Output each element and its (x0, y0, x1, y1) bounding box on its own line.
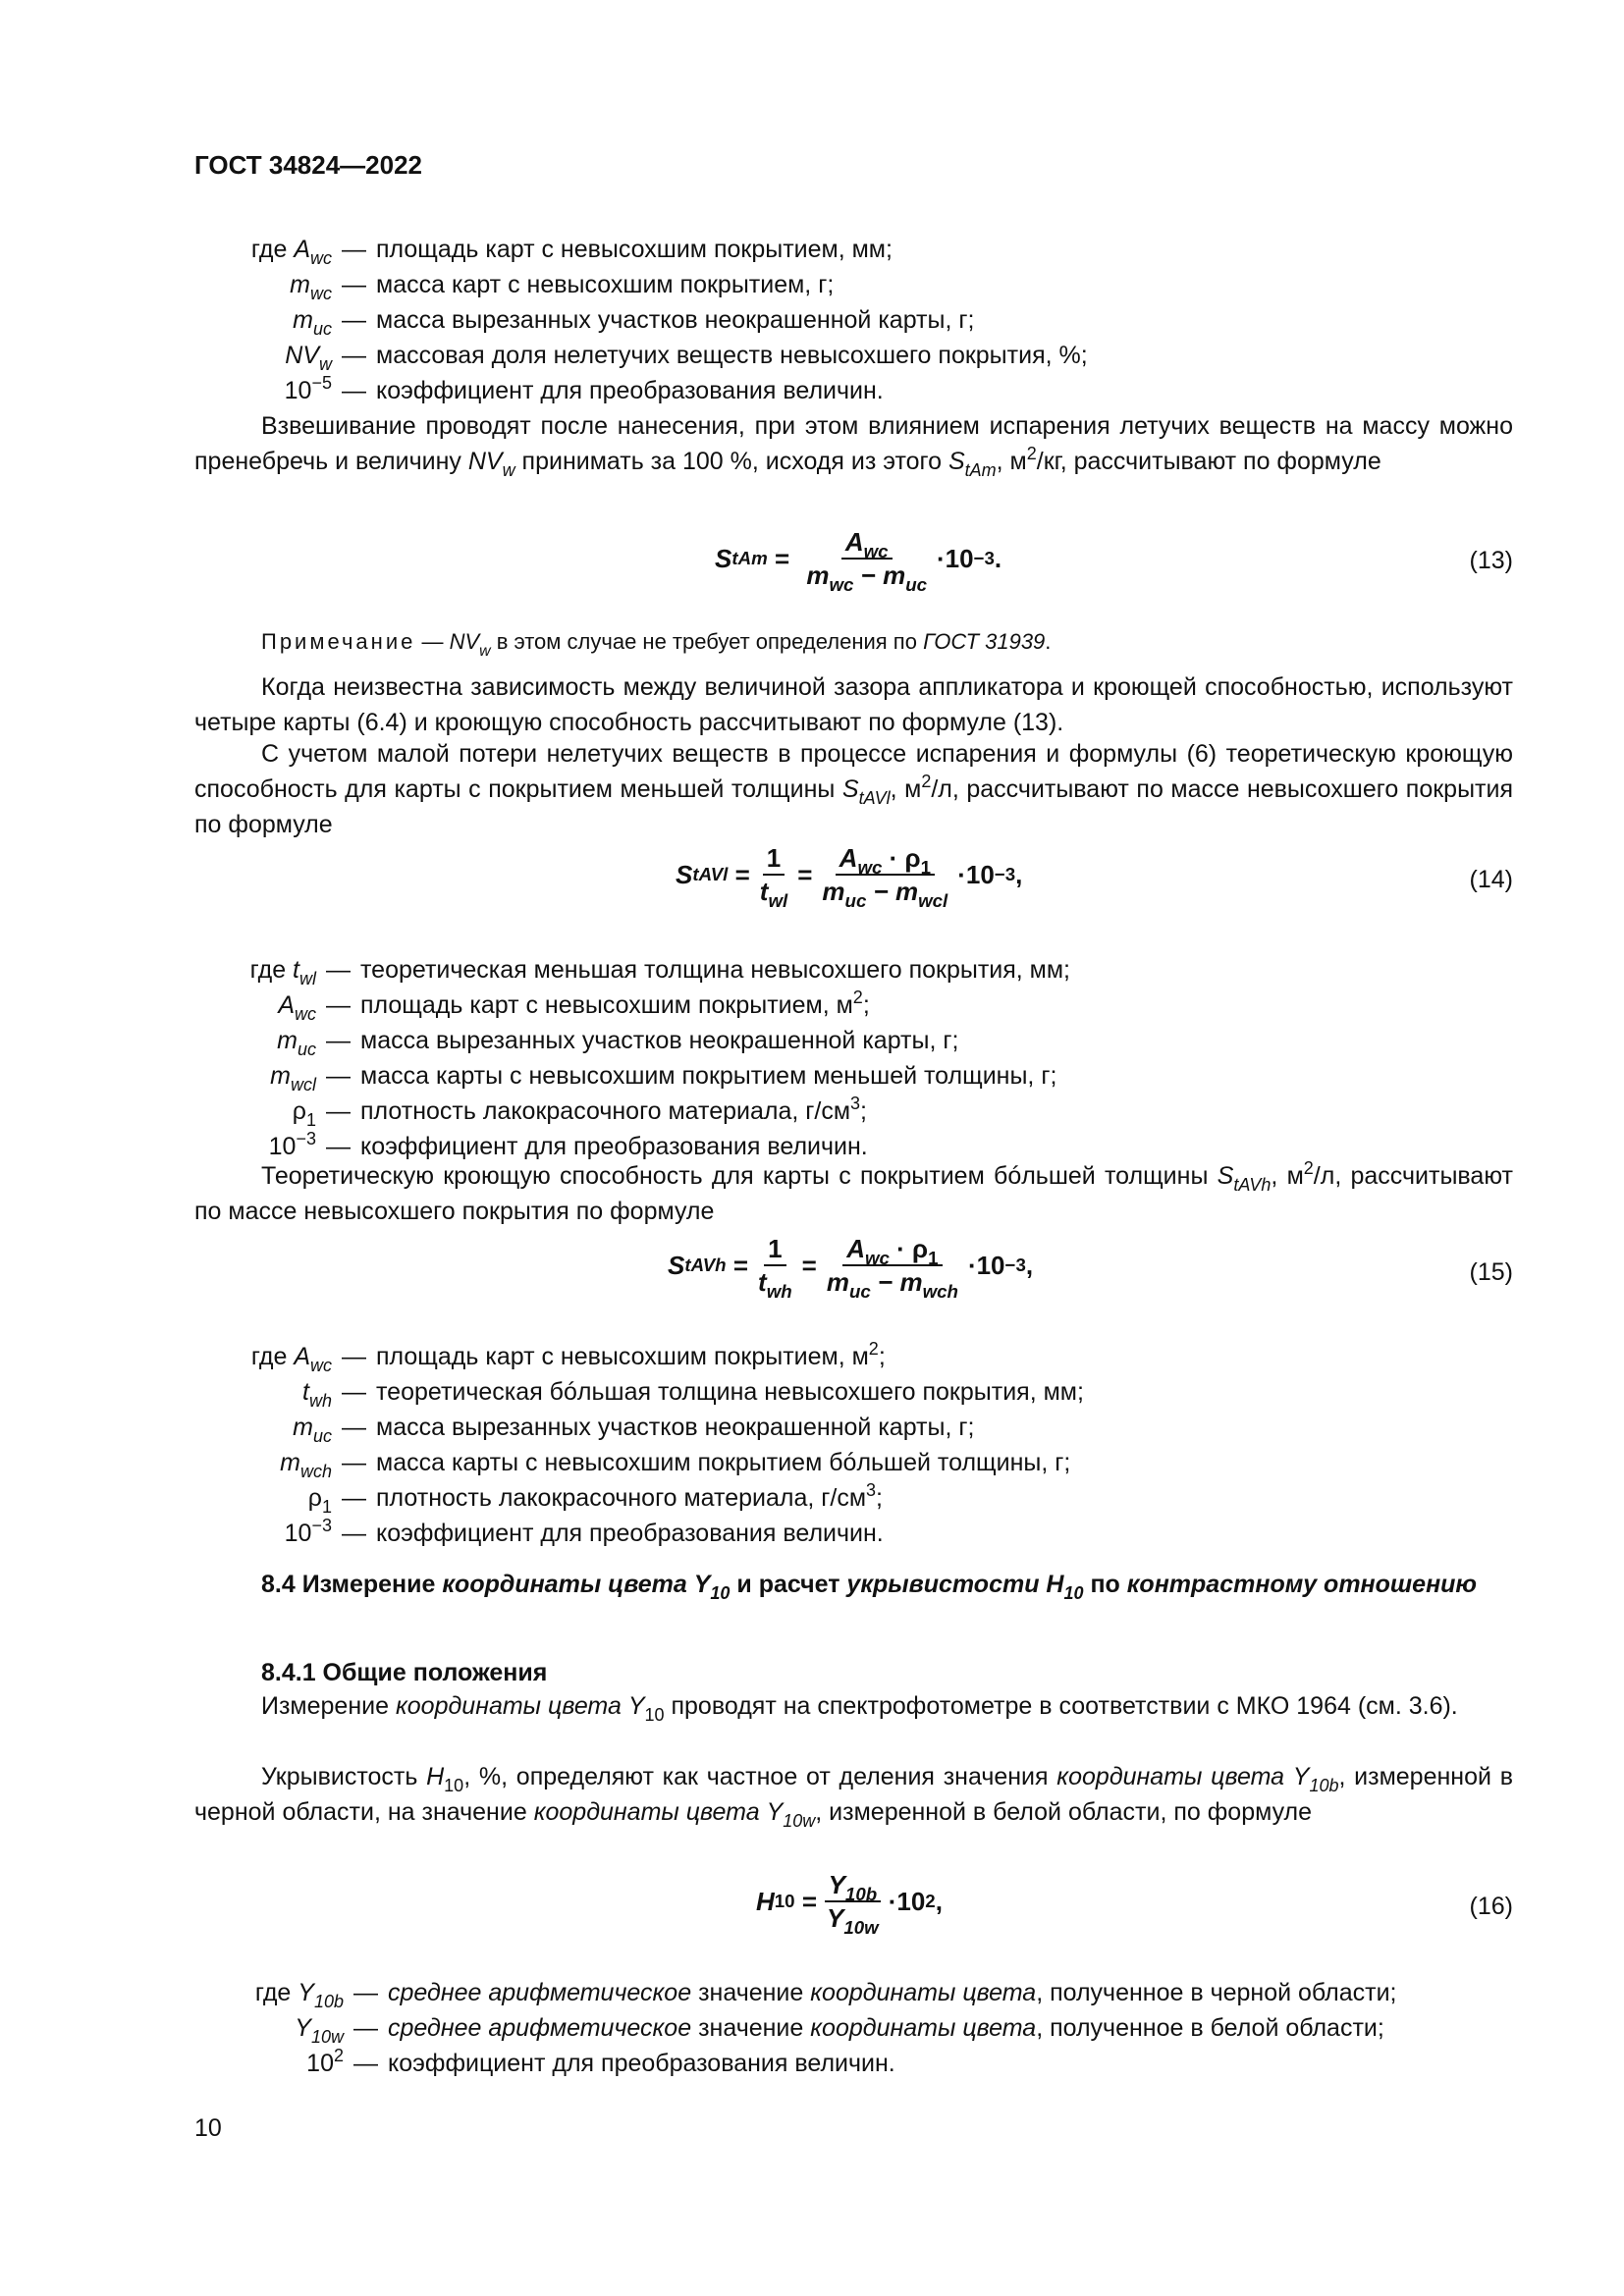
where-list-2: где $t_{wl}$ — теоретическая меньшая толщина невысохшего покрытия, мм; $A_{wc}$ — площадь карт с невысохшим покрытием, $м^2$; $m_{uc}$ — масса вырезанных участков неокрашенной карты, г; $m_{wcl}$ — масса карты с невысохшим покрытием меньшей толщины, г; $\rho_1$ — плотность лакокрасочного материала, $г/см^3$; $10^{-3}$ — коэффициент для преобразования величин. (249, 956, 1070, 1160)
paragraph-theoretical-lesser: С учетом малой потери нелетучих веществ в процессе испарения и формулы (6) теоретическую кроющую способность для карты с покрытием меньшей толщины $S_{tAVl}$, $м^2/л$, рассчитывают по массе невысохшего покрытия по формуле (194, 740, 1513, 838)
paragraph-four-cards: Когда неизвестна зависимость между величиной зазора аппликатора и кроющей способностью, используют четыре карты (6.4) и кроющую способность рассчитывают по формуле (13). (194, 673, 1513, 736)
paragraph-theoretical-greater: Теоретическую кроющую способность для карты с покрытием бóльшей толщины $S_{tAVh}$, $м^2/л$, рассчитывают по массе невысохшего покрытия по формуле (194, 1158, 1513, 1225)
page-number: 10 (194, 2114, 222, 2142)
equation-number-15: (15) (1469, 1258, 1513, 1286)
section-heading-8-4: 8.4 Измерение координаты цвета $Y_{10}$ и расчет укрывистости $H_{10}$ по контрастному отношению (261, 1571, 1478, 1603)
paragraph-weighing: Взвешивание проводят после нанесения, при этом влиянием испарения летучих веществ на массу можно пренебречь и величину $NV_w$ принимать за 100 %, исходя из этого $S_{tAm}$, $м^2/кг$, рассчитывают по формуле (194, 412, 1513, 480)
document-header: ГОСТ 34824—2022 (194, 150, 422, 180)
formula-15: S tAVh = $\frac{1}{t_{wh}}$ = $\frac{A_{wc} \cdot \rho_1}{m_{uc} - m_{wch}}$ ·10 −3 , (668, 1234, 1034, 1302)
note: Примечание — $NV_w$ в этом случае не требует определения по ГОСТ 31939. (261, 629, 1052, 660)
formula-16: H 10 = $\frac{Y_{10b}}{Y_{10w}}$ ·10 2 , (756, 1870, 943, 1938)
equation-number-14: (14) (1469, 866, 1513, 893)
paragraph-hiding-power: Укрывистость $H_{10}$, %, определяют как частное от деления значения координаты цвета $Y_{10b}$, измеренной в черной области, на значение координаты цвета $Y_{10w}$, измеренной в белой области, по формуле (194, 1763, 1513, 1831)
where-list-4: где $Y_{10b}$ — среднее арифметическое значение координаты цвета, полученное в черной области; $Y_{10w}$ — среднее арифметическое значение координаты цвета, полученное в белой области; $10^2$ — коэффициент для преобразования величин. (254, 1979, 1397, 2077)
formula-14: S tAVl = $\frac{1}{t_{wl}}$ = $\frac{A_{wc} \cdot \rho_1}{m_{uc} - m_{wcl}}$ ·10 −3 , (676, 843, 1023, 911)
equation-number-13: (13) (1469, 547, 1513, 574)
formula-13: S tAm = $\frac{A_{wc}}{m_{wc} - m_{uc}}$ ·10 −3 . (715, 527, 1002, 595)
where-list-1: где $A_{wc}$ — площадь карт с невысохшим покрытием, мм; $m_{wc}$ — масса карт с невысохшим покрытием, г; $m_{uc}$ — масса вырезанных участков неокрашенной карты, г; $NV_w$ — массовая доля нелетучих веществ невысохшего покрытия, %; $10^{-5}$ — коэффициент для преобразования величин. (250, 236, 1088, 404)
section-heading-8-4-1: 8.4.1 Общие положения (261, 1659, 548, 1686)
paragraph-measurement: Измерение координаты цвета $Y_{10}$ проводят на спектрофотометре в соответствии с МКО 1964 (см. 3.6). (261, 1692, 1458, 1725)
where-list-3: где $A_{wc}$ — площадь карт с невысохшим покрытием, $м^2$; $t_{wh}$ — теоретическая бóльшая толщина невысохшего покрытия, мм; $m_{uc}$ — масса вырезанных участков неокрашенной карты, г; $m_{wch}$ — масса карты с невысохшим покрытием бóльшей толщины, г; $\rho_1$ — плотность лакокрасочного материала, $г/см^3$; $10^{-3}$ — коэффициент для преобразования величин. (250, 1339, 1084, 1547)
equation-number-16: (16) (1469, 1893, 1513, 1920)
